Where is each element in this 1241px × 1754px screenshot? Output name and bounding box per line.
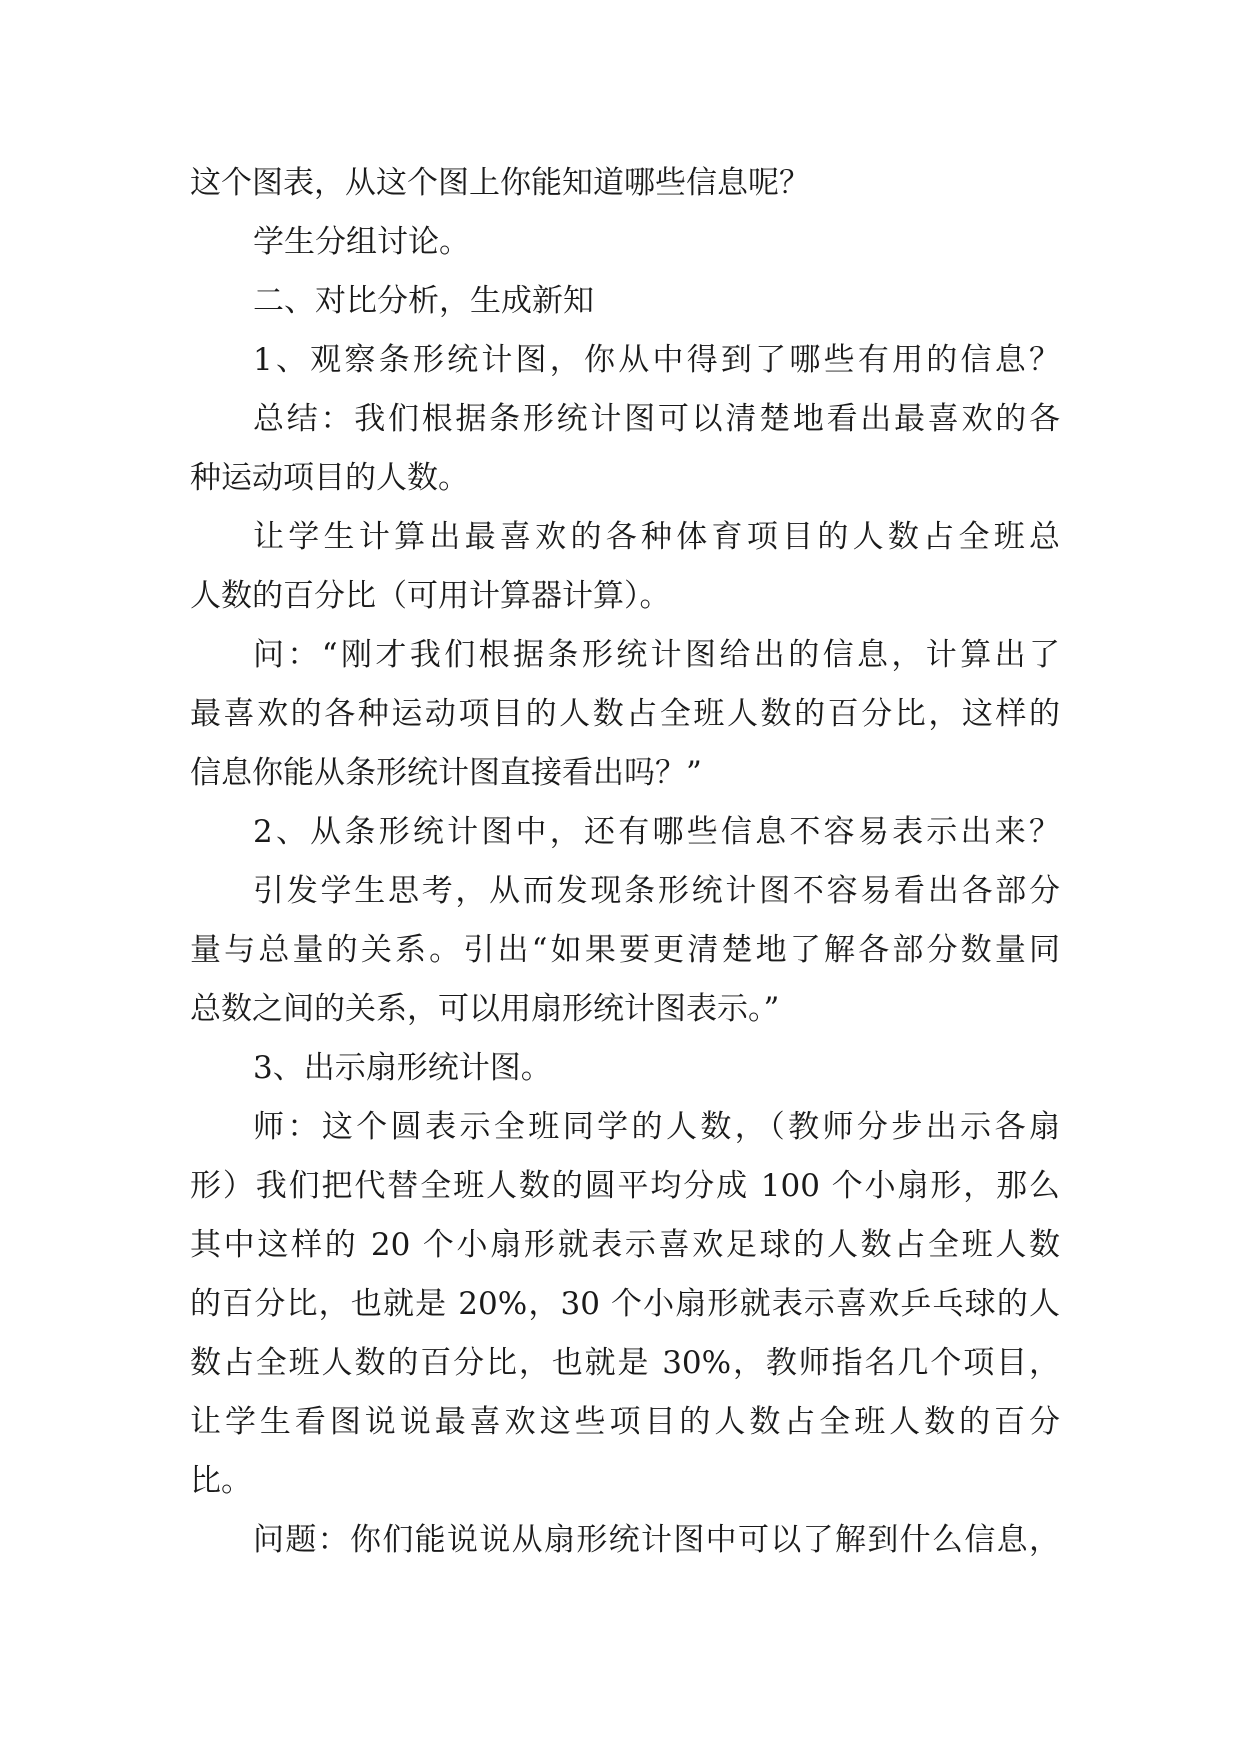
paragraph-line: 数占全班人数的百分比，也就是 30%，教师指名几个项目， <box>190 1345 1060 1381</box>
paragraph-line: 信息你能从条形统计图直接看出吗？” <box>190 755 702 791</box>
paragraph-line: 1、观察条形统计图，你从中得到了哪些有用的信息？ <box>253 342 1060 378</box>
paragraph-line: 2、从条形统计图中，还有哪些信息不容易表示出来？ <box>253 814 1060 850</box>
paragraph-line: 人数的百分比（可用计算器计算）。 <box>190 578 671 614</box>
section-heading: 二、对比分析，生成新知 <box>253 283 594 319</box>
paragraph-line: 最喜欢的各种运动项目的人数占全班人数的百分比，这样的 <box>190 696 1060 732</box>
paragraph-line: 学生分组讨论。 <box>253 224 470 260</box>
paragraph-line: 形）我们把代替全班人数的圆平均分成 100 个小扇形，那么 <box>190 1168 1060 1204</box>
paragraph-line: 师：这个圆表示全班同学的人数，（教师分步出示各扇 <box>253 1109 1060 1145</box>
paragraph-line: 让学生看图说说最喜欢这些项目的人数占全班人数的百分 <box>190 1404 1060 1440</box>
paragraph-line: 的百分比，也就是 20%，30 个小扇形就表示喜欢乒乓球的人 <box>190 1286 1060 1322</box>
paragraph-line: 量与总量的关系。引出“如果要更清楚地了解各部分数量同 <box>190 932 1060 968</box>
paragraph-line: 问：“刚才我们根据条形统计图给出的信息，计算出了 <box>253 637 1060 673</box>
paragraph-line: 其中这样的 20 个小扇形就表示喜欢足球的人数占全班人数 <box>190 1227 1060 1263</box>
paragraph-line: 总结：我们根据条形统计图可以清楚地看出最喜欢的各 <box>253 401 1060 437</box>
paragraph-line: 问题：你们能说说从扇形统计图中可以了解到什么信息， <box>253 1522 1060 1558</box>
paragraph-line: 让学生计算出最喜欢的各种体育项目的人数占全班总 <box>253 519 1060 555</box>
paragraph-line: 3、出示扇形统计图。 <box>253 1050 552 1086</box>
paragraph-line: 比。 <box>190 1463 252 1499</box>
paragraph-line: 总数之间的关系，可以用扇形统计图表示。” <box>190 991 780 1027</box>
paragraph-line: 引发学生思考，从而发现条形统计图不容易看出各部分 <box>253 873 1060 909</box>
paragraph-line: 这个图表，从这个图上你能知道哪些信息呢？ <box>190 165 810 201</box>
paragraph-line: 种运动项目的人数。 <box>190 460 469 496</box>
